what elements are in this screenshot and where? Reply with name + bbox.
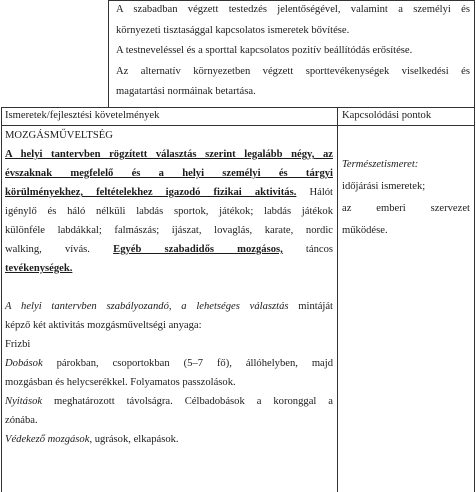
header-knowledge: Ismeretek/fejlesztési követelmények — [5, 110, 160, 121]
goals-line: Az alternatív környezetben végzett sporttevékenységek viselkedési és — [116, 65, 470, 77]
links-cell — [342, 154, 470, 242]
para2-italic: A helyi tantervben szabályozandó, a lehetséges választás — [5, 301, 289, 312]
content-cell — [5, 126, 333, 449]
para2-line: zónába. — [5, 415, 38, 426]
header-connections: Kapcsolódási pontok — [342, 110, 432, 121]
para1-text: táncos — [282, 244, 333, 255]
goals-line: A szabadban végzett testedzés jelentőségével, valamint a személyi és — [116, 4, 470, 15]
links-word: emberi — [376, 203, 406, 214]
links-line — [342, 198, 470, 220]
para2-line — [5, 392, 333, 411]
rule-mid — [337, 107, 338, 492]
goals-cell — [116, 0, 470, 103]
vedekezo-label: Védekező mozgások — [5, 434, 90, 445]
para2-line: képző két aktivitás mozgásműveltségi anyaga: — [5, 320, 202, 331]
header-right — [342, 107, 431, 125]
vedekezo-text: , ugrások, elkapások. — [89, 434, 179, 445]
nyitasok-text: meghatározott távolságra. Célbadobások a koronggal a — [42, 396, 333, 407]
para1-text: Hálót — [296, 187, 334, 198]
para1-bold: Egyéb szabadidős mozgásos, — [113, 244, 283, 255]
section-title: MOZGÁSMŰVELTSÉG — [5, 130, 113, 141]
para1-line: évszaknak megfelelő és a helyi személyi és tárgyi — [5, 168, 333, 179]
dobasok-text: párokban, csoportokban (5–7 fő), állóhelyben, majd — [42, 358, 333, 369]
links-word: az — [342, 203, 352, 214]
nyitasok-label: Nyitások — [5, 396, 43, 407]
links-line: időjárási ismeretek; — [342, 181, 426, 192]
goals-line: A testneveléssel és a sporttal kapcsolatos pozitív beállítódás erősítése. — [116, 45, 413, 56]
links-subject: Természetismeret: — [342, 159, 419, 170]
para2-line — [5, 354, 333, 373]
links-line: működése. — [342, 225, 388, 236]
para2-line — [5, 297, 333, 316]
dobasok-label: Dobások — [5, 358, 43, 369]
para1-line — [5, 183, 333, 202]
para1-bold: körülményekhez, feltételekhez igazodó fizikai aktivitás. — [5, 187, 297, 198]
para1-text: walking, vívás. — [5, 244, 114, 255]
header-left — [5, 107, 159, 125]
para1-line: tevékenységek. — [5, 263, 73, 274]
para1-line — [5, 240, 333, 259]
rule-left-top — [108, 0, 109, 108]
goals-line: környezeti tisztasággal kapcsolatos ismeretek bővítése. — [116, 24, 350, 36]
para2-line: mozgásban és helycserékkel. Folyamatos passzolások. — [5, 377, 236, 388]
para1-line: igénylő és háló nélküli labdás sportok, játékok; labdás játékok — [5, 206, 333, 217]
para2-text: mintáját — [288, 301, 333, 312]
goals-line: magatartási normáinak betartása. — [116, 86, 256, 97]
para2-line: Frizbi — [5, 339, 31, 350]
para2-line — [5, 430, 333, 449]
para1-line: A helyi tantervben rögzített választás szerint legalább négy, az — [5, 149, 333, 160]
rule-right — [474, 0, 475, 492]
para1-line: különféle labdákkal; falmászás; íjászat, lovaglás, karate, nordic — [5, 225, 333, 236]
rule-left — [1, 107, 2, 492]
links-word: szervezet — [430, 203, 470, 214]
